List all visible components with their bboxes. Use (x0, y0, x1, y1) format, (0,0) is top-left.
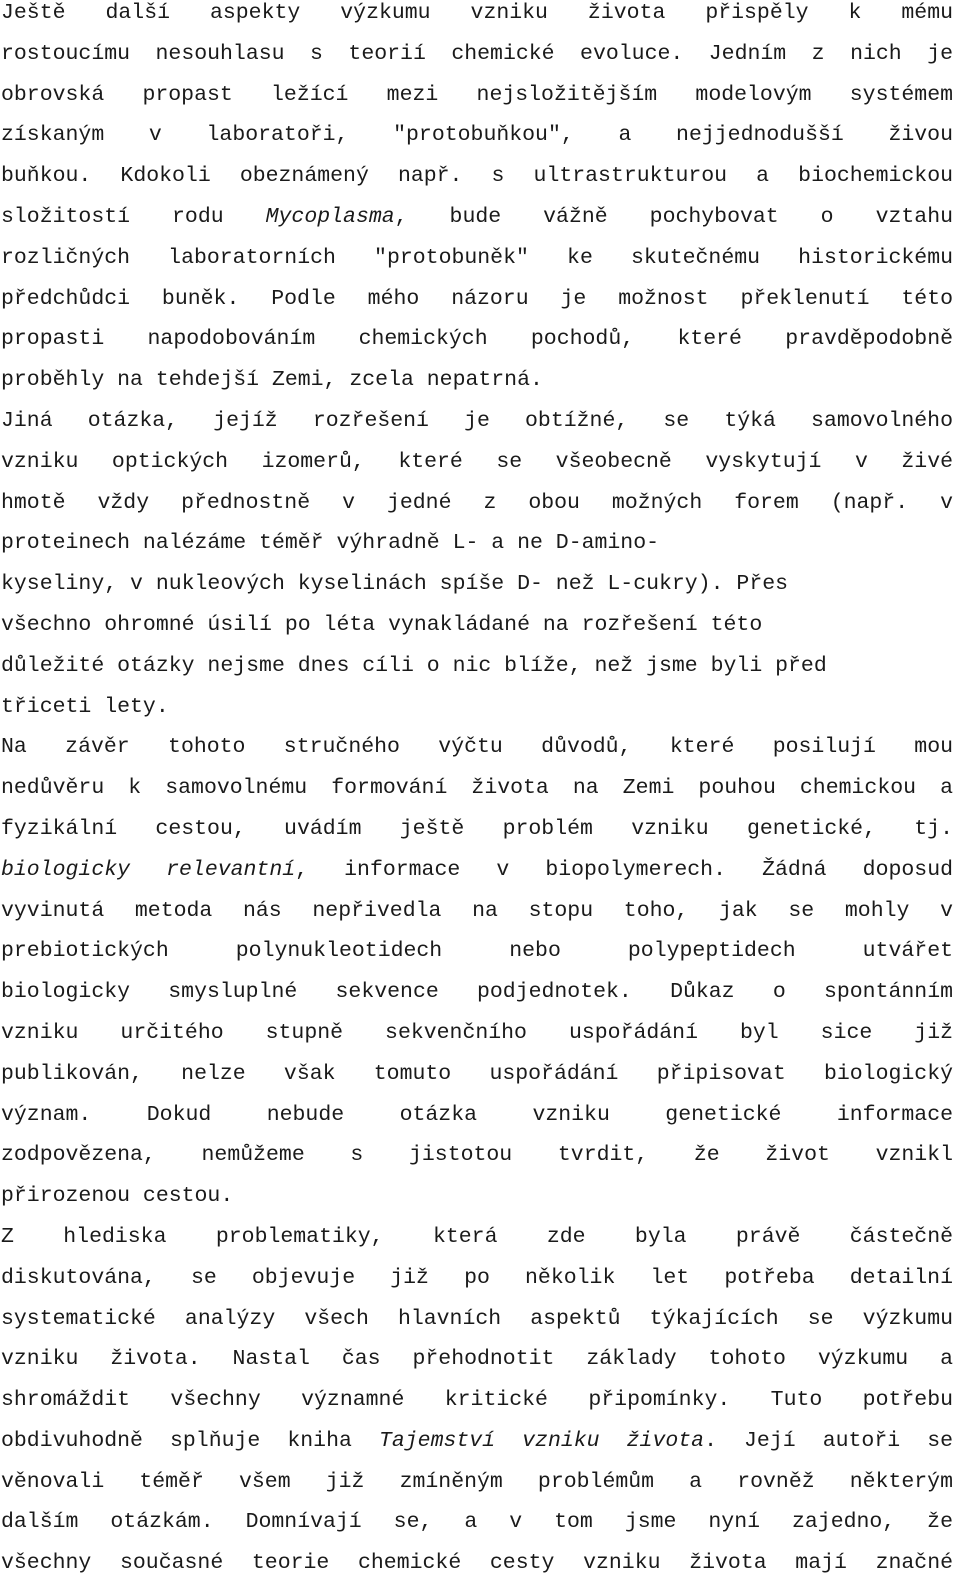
text-line (1, 1380, 953, 1421)
text-run: dalším otázkám. Domnívají se, a v tom jsme nyní zajedno, že (1, 1510, 953, 1535)
text-run: diskutována, se objevuje již po několik let potřeba detailní (1, 1265, 953, 1290)
text-run: fyzikální cestou, uvádím ještě problém vzniku genetické, tj. (1, 816, 953, 841)
text-line (1, 972, 953, 1013)
text-run: obrovská propast ležící mezi nejsložitějším modelovým systémem (1, 82, 953, 107)
text-run: publikován, nelze však tomuto uspořádání připisovat biologický (1, 1061, 953, 1086)
italic-text: Mycoplasma (265, 204, 395, 229)
text-run: systematické analýzy všech hlavních aspektů týkajících se výzkumu (1, 1306, 953, 1331)
text-line (1, 238, 953, 279)
text-line (1, 1421, 953, 1462)
text-line (1, 1217, 953, 1258)
text-line (1, 605, 953, 646)
text-line (1, 360, 953, 401)
text-run: . Její autoři se (704, 1428, 953, 1453)
text-line (1, 483, 953, 524)
text-run: věnovali téměř všem již zmíněným problémům a rovněž některým (1, 1469, 953, 1494)
text-line (1, 1502, 953, 1543)
text-line (1, 1543, 953, 1584)
text-run: , informace v biopolymerech. Žádná doposud (295, 857, 953, 882)
text-line (1, 1299, 953, 1340)
text-line (1, 564, 953, 605)
italic-text: biologicky relevantní (1, 857, 296, 882)
text-line (1, 768, 953, 809)
text-run: kyseliny, v nukleových kyselinách spíše D- než L-cukry). Přes (1, 572, 789, 597)
text-run: rostoucímu nesouhlasu s teorií chemické evoluce. Jedním z nich je (1, 41, 953, 66)
text-line (1, 1095, 953, 1136)
text-line (1, 319, 953, 360)
text-line (1, 1135, 953, 1176)
text-run: všechno ohromné úsilí po léta vynakládané na rozřešení této (1, 612, 763, 637)
text-line (1, 34, 953, 75)
text-line (1, 809, 953, 850)
text-line (1, 156, 953, 197)
text-run: třiceti lety. (1, 694, 169, 719)
text-line (1, 1339, 953, 1380)
text-run: prebiotických polynukleotidech nebo polypeptidech utvářet (1, 939, 953, 964)
text-run: proteinech nalézáme téměř výhradně L- a ne D-amino- (1, 531, 660, 556)
text-run: proběhly na tehdejší Zemi, zcela nepatrná. (1, 368, 543, 393)
text-line (1, 401, 953, 442)
text-run: vzniku určitého stupně sekvenčního uspořádání byl sice již (1, 1020, 953, 1045)
text-line (1, 687, 953, 728)
text-line (1, 75, 953, 116)
text-line (1, 891, 953, 932)
text-run: důležité otázky nejsme dnes cíli o nic blíže, než jsme byli před (1, 653, 827, 678)
text-run: význam. Dokud nebude otázka vzniku genetické informace (1, 1102, 953, 1127)
text-line (1, 0, 953, 34)
text-run: rozličných laboratorních "protobuněk" ke skutečnému historickému (1, 245, 953, 270)
text-line (1, 523, 953, 564)
text-line (1, 442, 953, 483)
text-run: Na závěr tohoto stručného výčtu důvodů, které posilují mou (1, 735, 953, 760)
text-run: Ještě další aspekty výzkumu vzniku života přispěly k mému (1, 1, 953, 25)
text-run: biologicky smysluplné sekvence podjednotek. Důkaz o spontánním (1, 980, 953, 1005)
text-run: shromáždit všechny významné kritické připomínky. Tuto potřebu (1, 1388, 953, 1413)
text-run: přirozenou cestou. (1, 1184, 234, 1209)
text-run: vyvinutá metoda nás nepřivedla na stopu toho, jak se mohly v (1, 898, 953, 923)
text-line (1, 1462, 953, 1503)
text-line (1, 279, 953, 320)
text-line (1, 1013, 953, 1054)
text-run: , bude vážně pochybovat o vztahu (394, 204, 953, 229)
italic-text: Tajemství vzniku života (378, 1428, 705, 1453)
text-line (1, 727, 953, 768)
text-line (1, 850, 953, 891)
text-line (1, 931, 953, 972)
text-line (1, 197, 953, 238)
text-run: propasti napodobováním chemických pochodů, které pravděpodobně (1, 327, 953, 352)
text-line (1, 115, 953, 156)
text-run: buňkou. Kdokoli obeznámený např. s ultrastrukturou a biochemickou (1, 164, 953, 189)
text-run: složitostí rodu (1, 204, 266, 229)
text-run: obdivuhodně splňuje kniha (1, 1428, 379, 1453)
text-line (1, 646, 953, 687)
text-run: získaným v laboratoři, "protobuňkou", a nejjednodušší živou (1, 123, 953, 148)
text-run: hmotě vždy přednostně v jedné z obou možných forem (např. v (1, 490, 953, 515)
text-run: vzniku života. Nastal čas přehodnotit základy tohoto výzkumu a (1, 1347, 953, 1372)
text-line (1, 1258, 953, 1299)
text-run: předchůdci buněk. Podle mého názoru je možnost překlenutí této (1, 286, 953, 311)
text-line (1, 1176, 953, 1217)
text-run: Z hlediska problematiky, která zde byla právě částečně (1, 1224, 953, 1249)
text-run: vzniku optických izomerů, které se všeobecně vyskytují v živé (1, 449, 953, 474)
text-run: všechny současné teorie chemické cesty vzniku života mají značné (1, 1551, 953, 1576)
text-line (1, 1054, 953, 1095)
text-run: zodpovězena, nemůžeme s jistotou tvrdit, že život vznikl (1, 1143, 953, 1168)
text-run: Jiná otázka, jejíž rozřešení je obtížné, se týká samovolného (1, 408, 953, 433)
text-run: nedůvěru k samovolnému formování života na Zemi pouhou chemickou a (1, 776, 953, 801)
